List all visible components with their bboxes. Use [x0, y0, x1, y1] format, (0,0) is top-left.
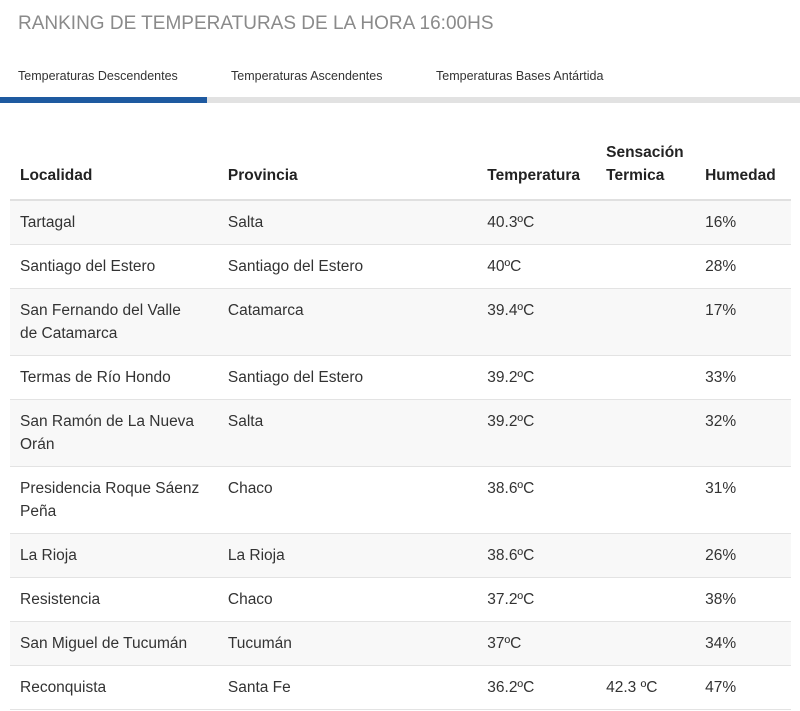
cell-sensacion	[596, 289, 695, 356]
cell-localidad: Reconquista	[10, 666, 218, 710]
cell-sensacion	[596, 622, 695, 666]
table-row	[10, 578, 791, 622]
cell-temperatura: 36.2ºC	[477, 666, 596, 710]
cell-humedad: 32%	[695, 400, 791, 467]
header-sensacion-termica: Sensación Termica	[596, 137, 695, 200]
cell-sensacion	[596, 467, 695, 534]
tab-temperaturas-ascendentes[interactable]: Temperaturas Ascendentes	[231, 69, 383, 83]
cell-humedad: 26%	[695, 534, 791, 578]
header-temperatura: Temperatura	[477, 137, 596, 200]
cell-provincia: Tucumán	[218, 622, 477, 666]
cell-sensacion: 42.3 ºC	[596, 666, 695, 710]
table-row	[10, 200, 791, 245]
tab-temperaturas-descendentes[interactable]: Temperaturas Descendentes	[18, 69, 178, 83]
cell-humedad: 17%	[695, 289, 791, 356]
cell-provincia: Salta	[218, 400, 477, 467]
cell-temperatura: 38.6ºC	[477, 467, 596, 534]
cell-localidad: Presidencia Roque Sáenz Peña	[10, 467, 218, 534]
cell-provincia: Chaco	[218, 467, 477, 534]
cell-temperatura: 38.6ºC	[477, 534, 596, 578]
cell-localidad: La Rioja	[10, 534, 218, 578]
table-header-row	[10, 137, 791, 200]
cell-localidad: San Ramón de La Nueva Orán	[10, 400, 218, 467]
table-row	[10, 467, 791, 534]
cell-sensacion	[596, 200, 695, 245]
active-tab-indicator	[0, 97, 207, 103]
cell-provincia: Santiago del Estero	[218, 245, 477, 289]
cell-temperatura: 39.2ºC	[477, 356, 596, 400]
cell-sensacion	[596, 534, 695, 578]
cell-localidad: Resistencia	[10, 578, 218, 622]
cell-provincia: La Rioja	[218, 534, 477, 578]
cell-localidad: Termas de Río Hondo	[10, 356, 218, 400]
header-provincia: Provincia	[218, 137, 477, 200]
cell-localidad: San Fernando del Valle de Catamarca	[10, 289, 218, 356]
cell-temperatura: 37ºC	[477, 622, 596, 666]
cell-humedad: 28%	[695, 245, 791, 289]
cell-localidad: Santiago del Estero	[10, 245, 218, 289]
tab-temperaturas-bases-antartida[interactable]: Temperaturas Bases Antártida	[436, 69, 604, 83]
page-title: RANKING DE TEMPERATURAS DE LA HORA 16:00HS	[18, 13, 494, 34]
cell-humedad: 34%	[695, 622, 791, 666]
cell-temperatura: 39.4ºC	[477, 289, 596, 356]
ranking-table	[10, 137, 791, 710]
cell-provincia: Santa Fe	[218, 666, 477, 710]
cell-provincia: Chaco	[218, 578, 477, 622]
cell-sensacion	[596, 578, 695, 622]
cell-humedad: 47%	[695, 666, 791, 710]
cell-temperatura: 37.2ºC	[477, 578, 596, 622]
cell-sensacion	[596, 356, 695, 400]
header-humedad: Humedad	[695, 137, 791, 200]
cell-temperatura: 40.3ºC	[477, 200, 596, 245]
cell-humedad: 31%	[695, 467, 791, 534]
table-row	[10, 534, 791, 578]
cell-provincia: Catamarca	[218, 289, 477, 356]
table-row	[10, 400, 791, 467]
cell-temperatura: 39.2ºC	[477, 400, 596, 467]
cell-provincia: Santiago del Estero	[218, 356, 477, 400]
cell-humedad: 16%	[695, 200, 791, 245]
table-row	[10, 356, 791, 400]
cell-localidad: Tartagal	[10, 200, 218, 245]
cell-provincia: Salta	[218, 200, 477, 245]
table-row	[10, 245, 791, 289]
cell-temperatura: 40ºC	[477, 245, 596, 289]
header-localidad: Localidad	[10, 137, 218, 200]
cell-sensacion	[596, 400, 695, 467]
table-row	[10, 666, 791, 710]
cell-localidad: San Miguel de Tucumán	[10, 622, 218, 666]
table-row	[10, 622, 791, 666]
cell-humedad: 38%	[695, 578, 791, 622]
cell-humedad: 33%	[695, 356, 791, 400]
table-row	[10, 289, 791, 356]
cell-sensacion	[596, 245, 695, 289]
